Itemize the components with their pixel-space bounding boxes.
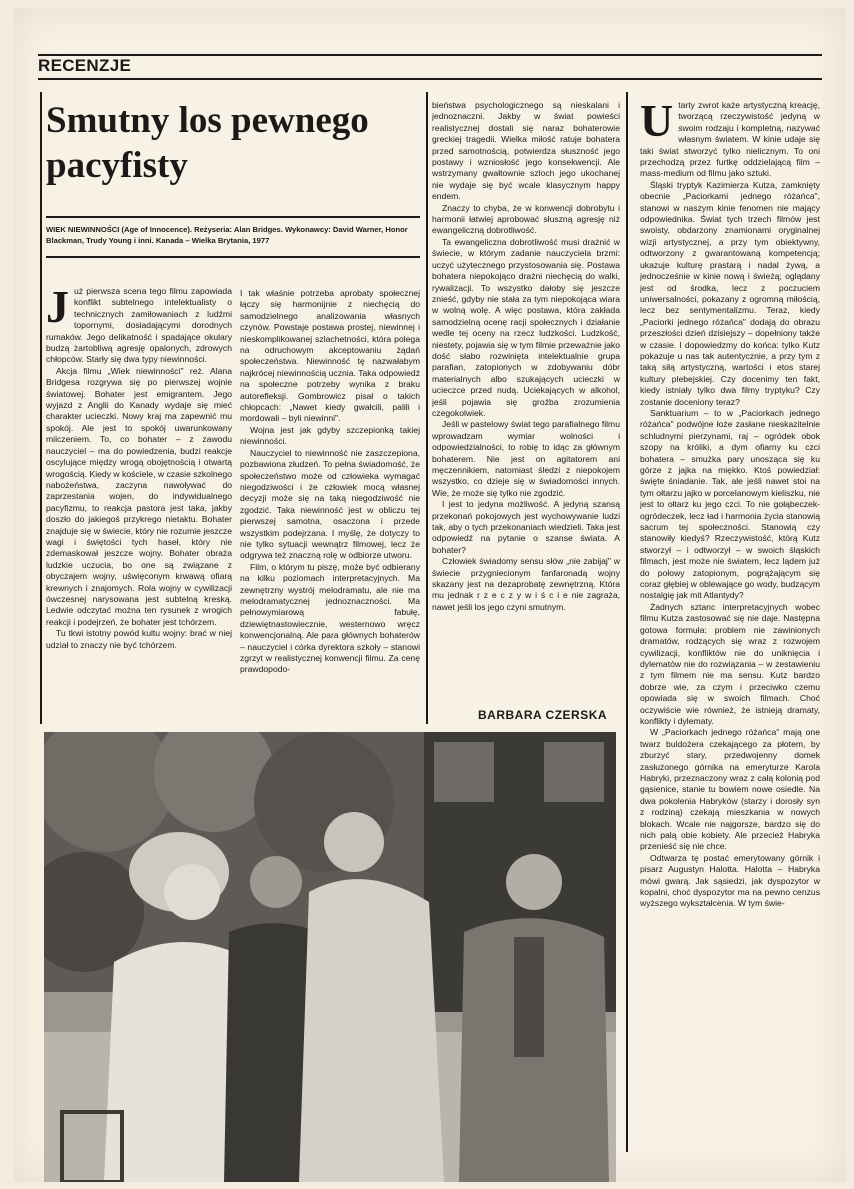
article-column-4 <box>640 95 820 910</box>
middle-column-rule <box>426 92 428 724</box>
paragraph: W „Paciorkach jednego różańca" mają one twarz buldożera czekającego za płotem, by zburzyć stary, przedwojenny domek zasłużonego górnika na emeryturze Karola Habryki, przeznaczony wraz z całą kolonią pod gąsienice, stanie tu bowiem nowe osiedle. Na dwa pokolenia Habryków (starzy i dorosły syn z rodziną) czekają mieszkania w nowych blokach. Wcale nie najgorsze, bardzo się do nich palą obie kobiety. Ale przecież Habryka przenieść się nie chce. <box>640 727 820 852</box>
paragraph: Tu tkwi istotny powód kultu wojny: brać w niej udział to znaczy nie być tchórzem. <box>46 628 232 650</box>
article-column-2 <box>240 288 420 676</box>
top-rule <box>38 54 822 56</box>
paragraph: tarty zwrot każe artystyczną kreację, tworzącą rzeczywistość jedyną w swoim rodzaju i kompletną, nazywać własnym światem. W kinie udaje się taki świat stworzyć tylko nielicznym. To oni przechodzą przez furtkę oddzielającą film – mass-medium od filmu jako sztuki. <box>640 100 820 179</box>
section-label: RECENZJE <box>38 56 132 75</box>
paragraph: Żadnych sztanc interpretacyjnych wobec filmu Kutza zastosować się nie daje. Następna gotowa formuła: problem nie zawinionych dramatów, rodzących się wraz z rozwojem cywilizacji, konfliktów nie do uniknięcia i dylematów nie do rozwiązania – w zestawieniu z tym filmem nie ma sensu. Kutz bardzo dobrze wie, za czym i przeciwko czemu opowiada się w swoich filmach. Choć oczywiście wie również, że istnieją dramaty, konflikty i dylematy. <box>640 601 820 726</box>
paragraph: uż pierwsza scena tego filmu zapowiada konflikt subtelnego intelektualisty o technicznych zamiłowaniach z ludźmi topornymi, dosiadającymi dorodnych rumaków. Jego delikatność i spadające okulary budzą żartobliwą agresję opalonych, zdrowych chłopców. Starły się dwa typy niewinności. <box>46 286 232 365</box>
film-still-photo <box>44 732 616 1182</box>
paragraph: bieństwa psychologicznego są nieskalani i jednoznaczni. Jakby w świat powieści realistycznej dostali się naraz bohaterowie greckiej tragedii. Wielka miłość ratuje bohatera przed samotnością, potwierdza słuszność jego postawy i wzniosłość jego konsekwencji. Ale wstrzymany gwałtownie szloch jego ukochanej nie wydaje się być wcale klasycznym happy endem. <box>432 100 620 202</box>
paragraph: Człowiek świadomy sensu słów „nie zabijaj" w świecie przygniecionym fanfaronadą wojny skazany jest na dezaprobatę zewnętrzną. Która mu jednak r z e c z y w i ś c i e nie zagraża, nawet jeśli los jego czyni smutnym. <box>432 556 620 612</box>
right-column-rule <box>626 92 628 1152</box>
film-still-illustration <box>44 732 616 1182</box>
paragraph: Film, o którym tu piszę, może być odbierany na kilku poziomach interpretacyjnych. Ma zewnętrzny wystrój melodramatu, ale nie ma melodramatycznej jednoznaczności. Ma pełnowymiarową fabułę, dziewiętnastowiecznie, westernowo wręcz konwencjonalną. Ale para głównych bohaterów – nauczyciel i córka dyrektora szkoły – stanowi zgrzyt w realistycznej konwencji filmu. Za cenę prawdopodo- <box>240 561 420 675</box>
credits-top-rule <box>46 216 420 218</box>
credits-bottom-rule <box>46 256 420 258</box>
article-column-1 <box>46 281 232 651</box>
paragraph: Wojna jest jak gdyby szczepionką takiej niewinności. <box>240 424 420 447</box>
author-byline: BARBARA CZERSKA <box>478 708 608 722</box>
headline: Smutny los pewnego pacyfisty <box>46 100 369 186</box>
paragraph: Znaczy to chyba, że w konwencji dobrobytu i harmonii łatwiej aprobować słuszną agresję niż ewangeliczną dobrotliwość. <box>432 202 620 236</box>
paragraph: Ta ewangeliczna dobrotliwość musi drażnić w świecie, w którym zadanie nauczyciela brzmi: uczyć użytecznego przystosowania się. Postawa bohatera niepokojąco drażni niechęcią do walki, rywalizacji. To wszystko dałoby się jeszcze znieść, gdyby nie stała za tym niepokojąca wiara w wolną wolę. A więc postawa, która zakłada samodzielną ocenę racji społecznych i działanie wedle tej oceny na rzecz ludzkości. Ludzkość, niestety, pojawia się w tym filmie przeważnie jako dość słabo rozwinięta intelektualnie grupa parafian, zatopionych w zdobywaniu dóbr materialnych albo szukających ucieczki w ucieczce przed nudą. Uciekających w alkohol, jeśli pojawia się groźba zrozumienia czegokolwiek. <box>432 236 620 418</box>
film-credits: WIEK NIEWINNOŚCI (Age of Innocence). Reżyseria: Alan Bridges. Wykonawcy: David Warner, Honor Blackman, Trudy Young i inni. Kanada – Wielka Brytania, 1977 <box>46 225 408 245</box>
paragraph: I tak właśnie potrzeba aprobaty społecznej łączy się harmonijnie z niechęcią do samodzielnego analizowania własnych czynów. Powstaje postawa prostej, niewinnej i nieskomplikowanej szlachetności, która polega na odruchowym akceptowaniu żądań społeczeństwa. Niewinność tę nazwałabym najkrócej niewinnością ucznia. Taka odpowiedź na społeczne potrzeby wynika z braku autorefleksji. Gombrowicz pisał o takich chłopcach: „Nawet kiedy gwałcili, palili i mordowali – byli niewinni". <box>240 288 420 424</box>
paragraph: Akcja filmu „Wiek niewinności" reż. Alana Bridgesa rozgrywa się po pierwszej wojnie światowej. Bohater jest emigrantem. Jego wyjazd z Anglii do Kanady wydaje się mieć charakter ucieczki. Nowy kraj ma zapewnić mu spokój. Ale jest to spokój uwarunkowany milczeniem. To, co bohater – z zawodu nauczyciel – ma do powiedzenia, budzi reakcje oscylujące między wrogą obojętnością i otwartą wrogością. Kiedy w kościele, w czasie szkolnego nabożeństwa, zaczyna nawoływać do zaprzestania wojen, do indywidualnego pacyfizmu, to reakcja pastora jest taka, jakby doszło do jakiegoś przykrego nietaktu. Bohater znajduje się w świecie, który nie rozumie jeszcze wagi i świętości tych haseł, który nie zdemaskował jeszcze wojny. Bohater obraża ludzkie uczucia, bo one są związane z obyczajem wojny, uświęconym krwawą ofiarą krewnych i znajomych. Rola wojny w cywilizacji ówczesnej narysowana jest subtelną kreską. Ledwie odczytać można ten rysunek z wrogich reakcji i podejrzeń, że bohater jest tchórzem. <box>46 365 232 627</box>
section-rule <box>38 78 822 80</box>
dropcap-j: J <box>46 281 69 332</box>
left-column-rule <box>40 92 42 724</box>
paragraph: Śląski tryptyk Kazimierza Kutza, zamknięty obecnie „Paciorkami jednego różańca", stanowi w naszym kinie fenomen nie mający odpowiednika. Świat tych trzech filmów jest swoisty, obdarzony znamionami oryginalnej wizji artystycznej, a przy tym obiektywny, odtworzony z gwarantowaną kompetencją; ukazuje kulturę prastarą i nadal żywą, a jednocześnie w kinie nową i świeżą; oglądany jest od środka, lecz z poczuciem uniwersalności, pokazany z ogromną miłością, lecz bez sentymentalizmu. Teraz, kiedy „Paciorki jednego różańca" dodają do obrazu przeszłości dzień dzisiejszy – dopełniony także w czasie. I dopowiedzmy do końca: tylko Kutz pokazuje u nas tak autentycznie, a przy tym z taką siłą artystyczną, wartości i etos starej kultury plebejskiej. Czy docenimy ten fakt, kiedy istniały tylko dwa filmy tryptyku? Czy zostanie doceniony teraz? <box>640 179 820 407</box>
paragraph: Nauczyciel to niewinność nie zaszczepiona, pozbawiona złudzeń. To pełna świadomość, że społeczeństwo może od człowieka wymagać niegodziwości i że człowiek mocą własnej decyzji może się na taką niegodziwość nie zgodzić. Taka niewinność jest w obliczu tej pierwszej samotna, osaczona i przede wszystkim podejrzana. I myślę, że dotyczy to nie tylko sytuacji wewnątrz filmowej, lecz że odgrywa też znaczną rolę w odbiorze utworu. <box>240 447 420 561</box>
paragraph: I jest to jedyna możliwość. A jedyną szansą przekonań pokojowych jest wychowywanie ludzi tak, aby o tych przekonaniach wiedzieli. Taka jest odpowiedź na pytanie o szanse świata. A bohater? <box>432 499 620 555</box>
paragraph: Jeśli w pastelowy świat tego parafialnego filmu wprowadzam wymiar wolności i odpowiedzialności, to robię to idąc za głównym bohaterem. Nie jest on agitatorem ani męczennikiem, natomiast śledzi z niepokojem wszystko, co dzieje się w świadomości innych. Wie, że może się tylko nie zgodzić. <box>432 419 620 498</box>
paragraph: Odtwarza tę postać emerytowany górnik i pisarz Augustyn Halotta. Halotta – Habryka mówi gwarą. Jak sąsiedzi, jak dyspozytor w kopalni, choć dyspozytor ma na pewno cenzus wyższego wykształcenia. W tym świe- <box>640 852 820 909</box>
article-column-3 <box>432 100 620 613</box>
paragraph: Sanktuarium – to w „Paciorkach jednego różańca" podwójne łoże zasłane nieskazitelnie schludnymi pierzynami, raj – ogródek obok szopy na króliki, a dym ofiarny ku czci bohatera – smużka pary unosząca się ku górze z jajka na miękko. Ktoś powiedział: święte śniadanie. Tak, ale jeśli nawet stoi na tym ołtarzu jajko w porcelanowym kieliszku, nie jest to ołtarz ku jego czci. To nie gołąbeczek-ogródeczek, lecz ład i harmonia życia stanowią sacrum tej społeczności. Stanowią czy stanowiły kiedyś? Rzeczywistość, którą Kutz stworzył – i odtworzył – w swoich śląskich filmach, jest może nie światem, lecz lądem już do połowy zatopionym, pogrążającym się coraz głębiej w oblewające go wody, budzącym nostalgię jak mit Atlantydy? <box>640 407 820 601</box>
dropcap-u: U <box>640 95 674 146</box>
